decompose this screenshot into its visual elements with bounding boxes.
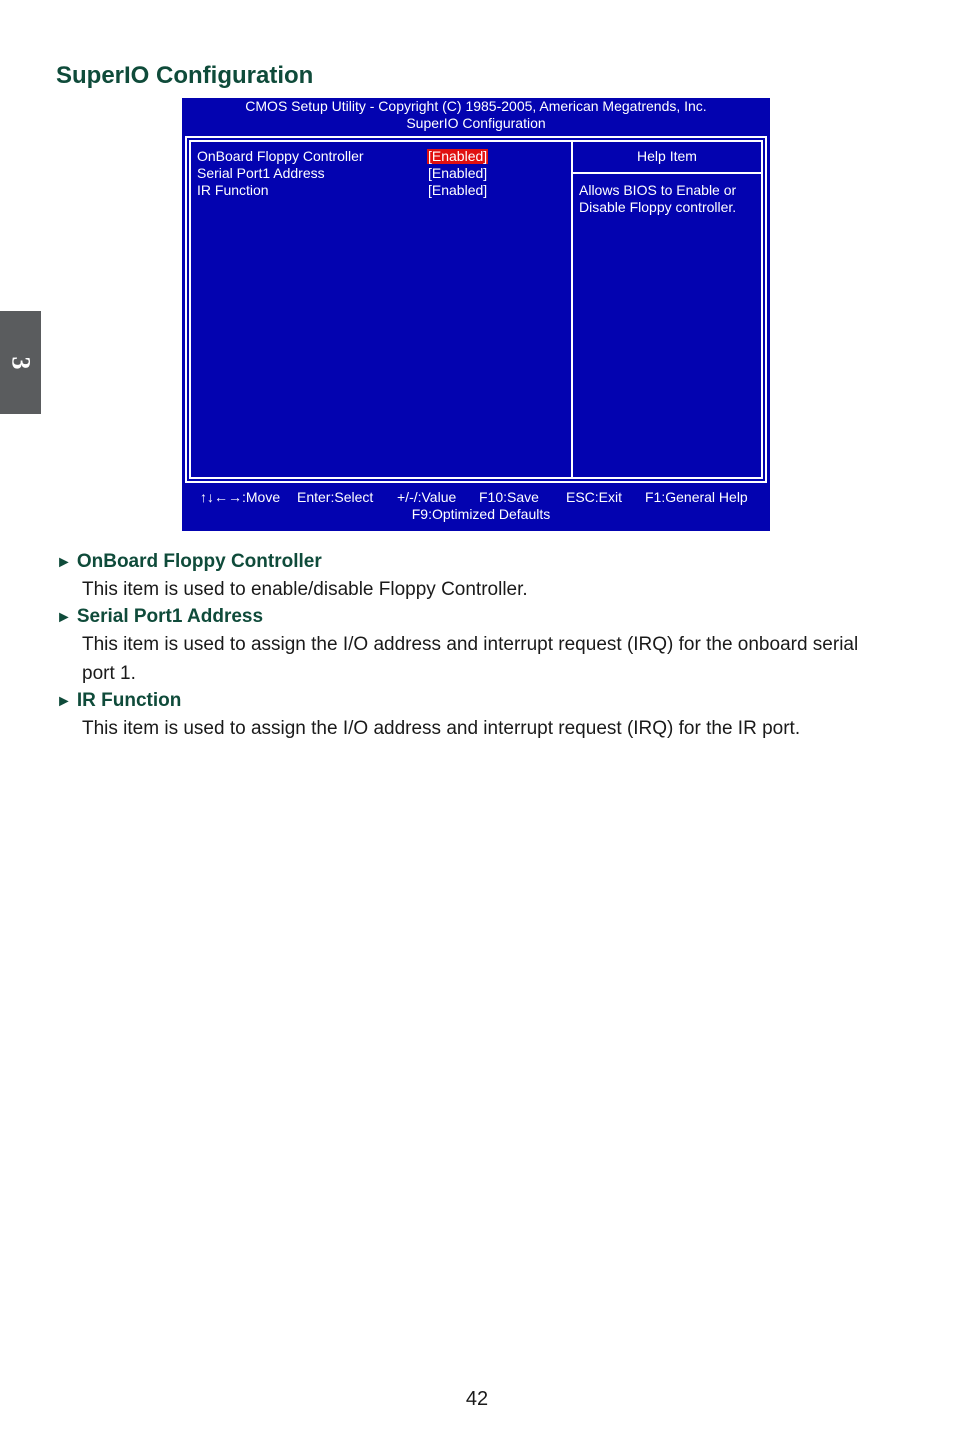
help-title: Help Item [637,148,697,164]
setting-value[interactable]: [Enabled] [428,165,488,181]
item-heading-ir-function [56,689,896,714]
bios-screenshot [182,98,770,531]
bios-frame [185,136,767,483]
key-defaults: F9:Optimized Defaults [411,506,551,522]
key-move: ↑↓←→:Move [200,489,281,505]
setting-row-floppy[interactable] [197,148,567,165]
item-heading-floppy [56,550,896,575]
bios-inner-frame [189,140,763,479]
setting-row-ir-function[interactable] [197,182,567,199]
bios-copyright: CMOS Setup Utility - Copyright (C) 1985-2005, American Megatrends, Inc. [245,98,707,114]
chapter-number: 3 [6,356,36,369]
key-value: +/-/:Value [397,489,457,505]
item-description: This item is used to assign the I/O address and interrupt request (IRQ) for the IR port. [82,718,801,739]
help-text: Allows BIOS to Enable or Disable Floppy controller. [579,182,737,215]
panel-divider [571,142,573,477]
bios-key-legend [182,489,770,523]
item-description: This item is used to enable/disable Floppy Controller. [82,579,528,600]
page-title: SuperIO Configuration [56,62,314,89]
setting-label: IR Function [197,182,269,198]
key-select: Enter:Select [297,489,374,505]
item-descriptions [56,550,896,743]
settings-list [197,148,567,199]
key-exit: ESC:Exit [566,489,623,505]
bios-header [182,98,770,132]
item-description: This item is used to assign the I/O address and interrupt request (IRQ) for the onboard serial port 1. [82,634,859,684]
setting-label: Serial Port1 Address [197,165,325,181]
chapter-tab [0,311,41,414]
triangle-right-icon: ► [56,609,72,626]
item-heading-text: Serial Port1 Address [76,606,264,627]
bios-screen-title: SuperIO Configuration [406,115,546,131]
triangle-right-icon: ► [56,693,72,710]
help-title-divider [573,172,761,174]
setting-value[interactable]: [Enabled] [428,182,488,198]
page-number: 42 [465,1388,489,1410]
setting-label: OnBoard Floppy Controller [197,148,364,164]
key-general-help: F1:General Help [645,489,748,505]
setting-value-selected[interactable]: [Enabled] [428,148,488,164]
setting-row-serial-port[interactable] [197,165,567,182]
triangle-right-icon: ► [56,554,72,571]
item-heading-text: IR Function [76,690,182,711]
item-heading-serial-port [56,605,896,630]
key-save: F10:Save [479,489,539,505]
item-heading-text: OnBoard Floppy Controller [76,551,322,572]
